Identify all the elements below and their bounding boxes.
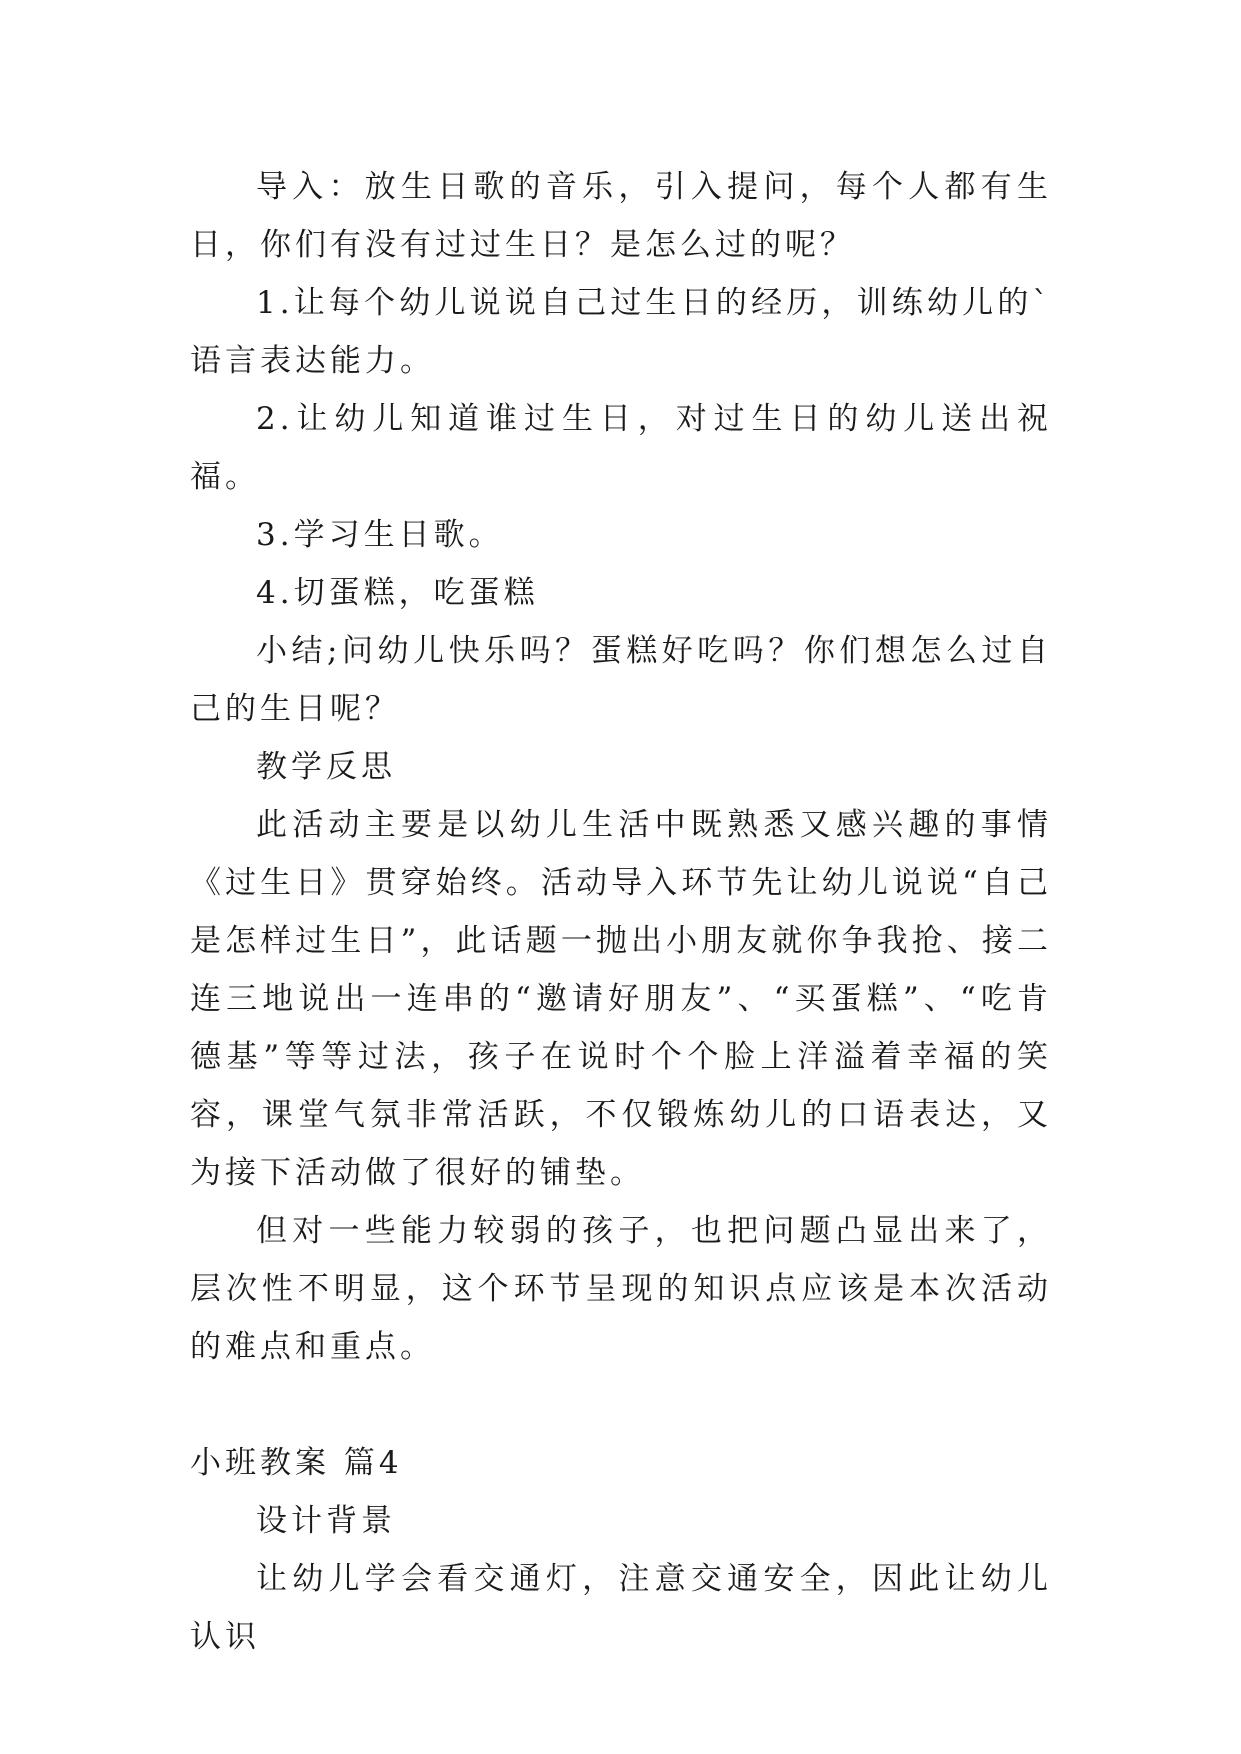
paragraph-reflection-note: 但对一些能力较弱的孩子，也把问题凸显出来了，层次性不明显，这个环节呈现的知识点应该是本次活动的难点和重点。 xyxy=(190,1213,1052,1365)
paragraph-reflection-body: 此活动主要是以幼儿生活中既熟悉又感兴趣的事情《过生日》贯穿始终。活动导入环节先让幼儿说说“自己是怎样过生日”，此话题一抛出小朋友就你争我抢、接二连三地说出一连串的“邀请好朋友”、“买蛋糕”、“吃肯德基”等等过法，孩子在说时个个脸上洋溢着幸福的笑容，课堂气氛非常活跃，不仅锻炼幼儿的口语表达，又为接下活动做了很好的铺垫。 xyxy=(190,807,1052,1191)
document-body xyxy=(190,158,1052,1666)
paragraph-step-4: 4.切蛋糕，吃蛋糕 xyxy=(256,575,539,611)
paragraph-intro: 导入：放生日歌的音乐，引入提问，每个人都有生日，你们有没有过过生日？是怎么过的呢？ xyxy=(190,169,1052,263)
paragraph-design-title: 设计背景 xyxy=(256,1503,396,1539)
section-spacer xyxy=(190,1376,1052,1434)
paragraph-design-body: 让幼儿学会看交通灯，注意交通安全，因此让幼儿认识 xyxy=(190,1561,1052,1655)
paragraph-summary: 小结;问幼儿快乐吗？蛋糕好吃吗？你们想怎么过自己的生日呢？ xyxy=(190,633,1052,727)
paragraph-reflection-title: 教学反思 xyxy=(256,749,396,785)
section-heading: 小班教案 篇4 xyxy=(190,1445,403,1481)
paragraph-step-3: 3.学习生日歌。 xyxy=(256,517,504,553)
paragraph-step-1: 1.让每个幼儿说说自己过生日的经历，训练幼儿的`语言表达能力。 xyxy=(190,285,1052,379)
paragraph-step-2: 2.让幼儿知道谁过生日，对过生日的幼儿送出祝福。 xyxy=(190,401,1052,495)
